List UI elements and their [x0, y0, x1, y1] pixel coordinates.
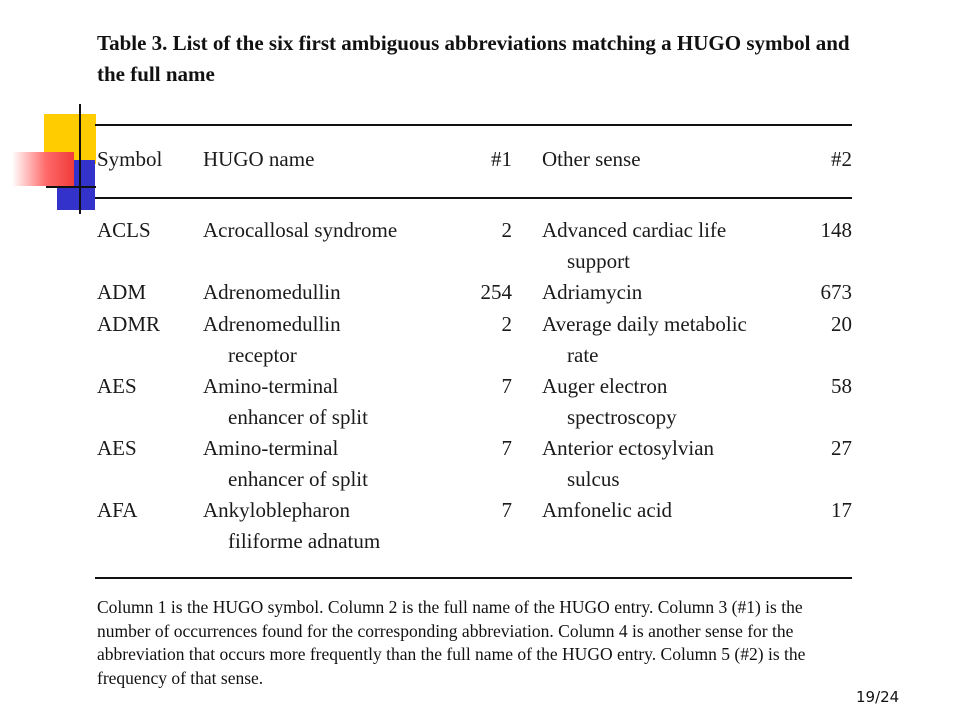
header-hugo-name: HUGO name [203, 147, 315, 171]
cell-symbol: ADMR [97, 312, 161, 336]
cell-text: Adriamycin [542, 280, 643, 304]
cell-symbol: ACLS [97, 218, 151, 242]
cell-text-continued: filiforme adnatum [228, 529, 381, 553]
table-caption-text: List of the six first ambiguous abbreviations matching a HUGO symbol and the full name [97, 31, 850, 86]
table-top-rule [95, 124, 852, 126]
cell-text: Acrocallosal syndrome [203, 218, 398, 242]
cell-count-1: 2 [501, 312, 512, 336]
cell-other-sense [542, 371, 802, 433]
cell-other-sense [542, 309, 802, 371]
cell-count-1: 254 [480, 280, 512, 304]
cell-text: Auger electron [542, 374, 668, 398]
cell-count-1: 7 [501, 498, 512, 522]
cell-count-2: 20 [831, 312, 852, 336]
cell-text-continued: enhancer of split [228, 405, 368, 429]
cell-count-1: 2 [501, 218, 512, 242]
cell-text: Adrenomedullin [203, 312, 341, 336]
cell-hugo-name [203, 433, 453, 495]
header-count-2: #2 [831, 147, 852, 171]
slide-decoration [0, 0, 110, 230]
table-caption-label: Table 3. [97, 31, 168, 55]
cell-hugo-name [203, 215, 453, 246]
cell-other-sense [542, 433, 802, 495]
cell-text: Average daily metabolic [542, 312, 747, 336]
cell-text-continued: sulcus [567, 467, 620, 491]
cell-hugo-name [203, 277, 453, 308]
page-number: 19/24 [856, 688, 900, 706]
cell-text: Ankyloblepharon [203, 498, 350, 522]
table-footnote: Column 1 is the HUGO symbol. Column 2 is the full name of the HUGO entry. Column 3 (#1) is the number of occurrences found for the corresponding abbreviation. Column 4 is another sense for the abbreviation that occurs more frequently than the full name of the HUGO entry. Column 5 (#2) is the frequency of that sense. [97, 597, 806, 688]
cell-hugo-name [203, 495, 453, 557]
cell-count-2: 27 [831, 436, 852, 460]
cell-text: Amino-terminal [203, 374, 339, 398]
table-caption [97, 28, 857, 90]
cell-text-continued: spectroscopy [567, 405, 677, 429]
cell-text: Anterior ectosylvian [542, 436, 715, 460]
table-header-rule [95, 197, 852, 199]
header-count-1: #1 [491, 147, 512, 171]
header-symbol: Symbol [97, 147, 163, 171]
deco-vertical-line [79, 104, 81, 214]
table-bottom-rule [95, 577, 852, 579]
cell-hugo-name [203, 309, 453, 371]
cell-hugo-name [203, 371, 453, 433]
cell-text: Amfonelic acid [542, 498, 673, 522]
deco-red-gradient-bar [12, 152, 74, 186]
cell-text: Advanced cardiac life [542, 218, 727, 242]
cell-symbol: AFA [97, 498, 138, 522]
cell-other-sense [542, 277, 802, 308]
cell-count-2: 17 [831, 498, 852, 522]
cell-text-continued: support [567, 249, 630, 273]
cell-symbol: AES [97, 436, 137, 460]
cell-symbol: AES [97, 374, 137, 398]
cell-other-sense [542, 495, 802, 526]
cell-count-2: 148 [820, 218, 852, 242]
cell-text-continued: enhancer of split [228, 467, 368, 491]
cell-count-1: 7 [501, 436, 512, 460]
deco-horizontal-line [46, 186, 96, 188]
cell-text-continued: receptor [228, 343, 297, 367]
cell-symbol: ADM [97, 280, 147, 304]
header-other-sense: Other sense [542, 147, 641, 171]
cell-text: Amino-terminal [203, 436, 339, 460]
cell-other-sense [542, 215, 802, 277]
cell-count-2: 58 [831, 374, 852, 398]
cell-text: Adrenomedullin [203, 280, 341, 304]
cell-count-2: 673 [820, 280, 852, 304]
cell-count-1: 7 [501, 374, 512, 398]
cell-text-continued: rate [567, 343, 599, 367]
